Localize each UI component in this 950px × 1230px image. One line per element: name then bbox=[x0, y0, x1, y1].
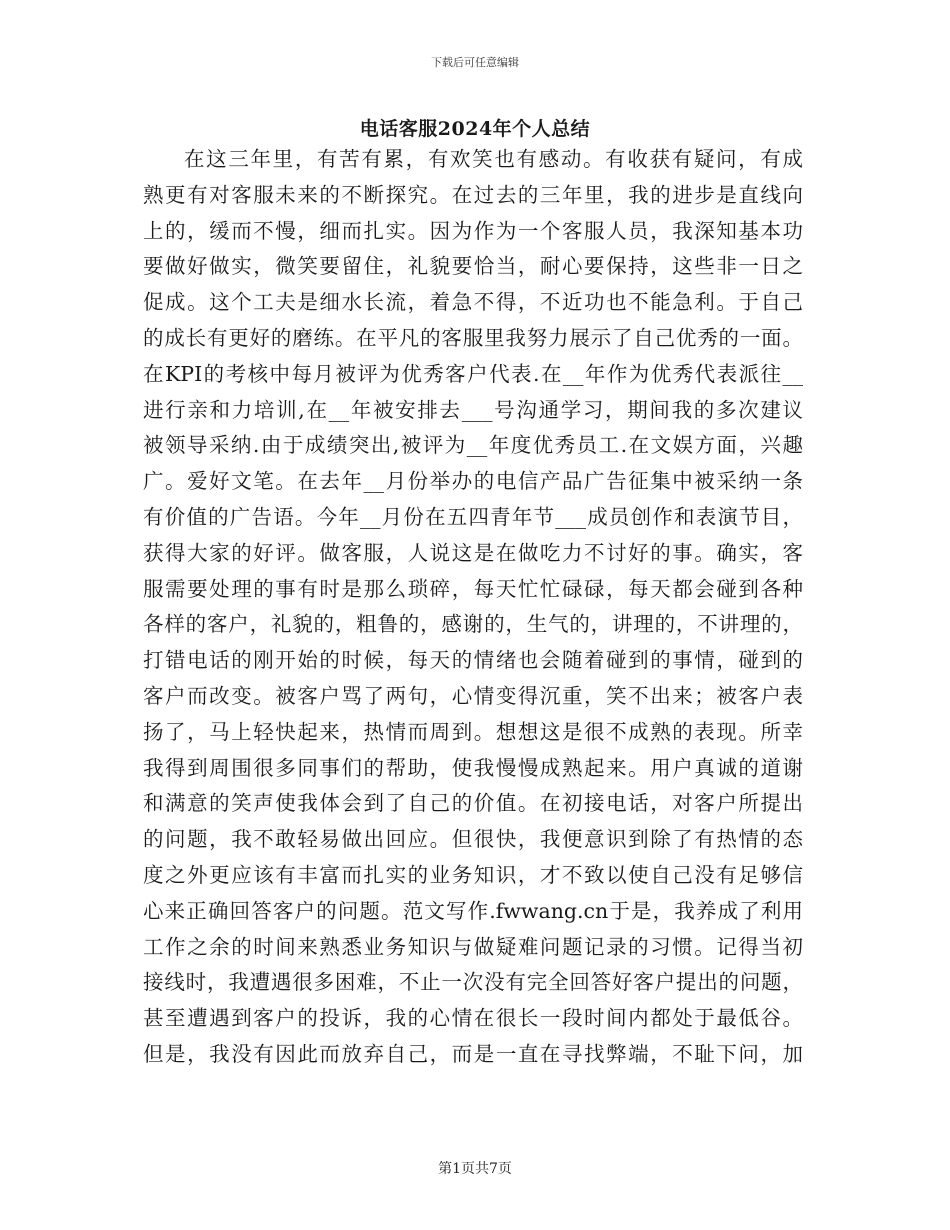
body-line: 广。爱好文笔。在去年__月份举办的电信产品广告征集中被采纳一条 bbox=[143, 469, 803, 494]
body-line: 各样的客户，礼貌的，粗鲁的，感谢的，生气的，讲理的，不讲理的， bbox=[143, 612, 803, 637]
body-line: 和满意的笑声使我体会到了自己的价值。在初接电话，对客户所提出 bbox=[143, 791, 803, 816]
body-line: 进行亲和力培训,在__年被安排去___号沟通学习，期间我的多次建议 bbox=[143, 397, 803, 422]
body-line: 扬了，马上轻快起来，热情而周到。想想这是很不成熟的表现。所幸 bbox=[143, 719, 803, 744]
document-body bbox=[143, 142, 803, 1073]
body-line: 打错电话的刚开始的时候，每天的情绪也会随着碰到的事情，碰到的 bbox=[143, 648, 803, 673]
body-line: 的问题，我不敢轻易做出回应。但很快，我便意识到除了有热情的态 bbox=[143, 827, 803, 852]
body-line: 促成。这个工夫是细水长流，着急不得，不近功也不能急利。于自己 bbox=[143, 290, 803, 315]
body-line: 客户而改变。被客户骂了两句，心情变得沉重，笑不出来；被客户表 bbox=[143, 683, 803, 708]
body-line: 在这三年里，有苦有累，有欢笑也有感动。有收获有疑问，有成 bbox=[184, 147, 803, 171]
body-line: 但是，我没有因此而放弃自己，而是一直在寻找弊端，不耻下问，加 bbox=[143, 1041, 803, 1066]
body-line: 获得大家的好评。做客服，人说这是在做吃力不讨好的事。确实，客 bbox=[143, 540, 803, 565]
body-line: 的成长有更好的磨练。在平凡的客服里我努力展示了自己优秀的一面。 bbox=[143, 325, 803, 350]
body-line: 工作之余的时间来熟悉业务知识与做疑难问题记录的习惯。记得当初 bbox=[143, 934, 803, 959]
body-line: 有价值的广告语。今年__月份在五四青年节___成员创作和表演节目， bbox=[143, 504, 803, 529]
body-line: 甚至遭遇到客户的投诉，我的心情在很长一段时间内都处于最低谷。 bbox=[143, 1006, 803, 1031]
body-line: 在KPI的考核中每月被评为优秀客户代表.在__年作为优秀代表派往__ bbox=[143, 361, 803, 386]
body-line: 服需要处理的事有时是那么琐碎，每天忙忙碌碌，每天都会碰到各种 bbox=[143, 576, 803, 601]
body-line: 我得到周围很多同事们的帮助，使我慢慢成熟起来。用户真诚的道谢 bbox=[143, 755, 803, 780]
page-header-note: 下载后可任意编辑 bbox=[431, 56, 519, 69]
body-line: 接线时，我遭遇很多困难，不止一次没有完全回答好客户提出的问题， bbox=[143, 970, 803, 995]
document-title: 电话客服2024年个人总结 bbox=[359, 118, 591, 140]
body-line: 上的，缓而不慢，细而扎实。因为作为一个客服人员，我深知基本功 bbox=[143, 218, 803, 243]
page-number-footer: 第1页共7页 bbox=[438, 1161, 512, 1177]
body-line: 被领导采纳.由于成绩突出,被评为__年度优秀员工.在文娱方面，兴趣 bbox=[143, 433, 803, 458]
body-line: 心来正确回答客户的问题。范文写作.fwwang.cn于是，我养成了利用 bbox=[143, 898, 803, 923]
body-line: 要做好做实，微笑要留住，礼貌要恰当，耐心要保持，这些非一日之 bbox=[143, 254, 803, 279]
body-line: 熟更有对客服未来的不断探究。在过去的三年里，我的进步是直线向 bbox=[143, 182, 803, 207]
body-line: 度之外更应该有丰富而扎实的业务知识，才不致以使自己没有足够信 bbox=[143, 862, 803, 887]
